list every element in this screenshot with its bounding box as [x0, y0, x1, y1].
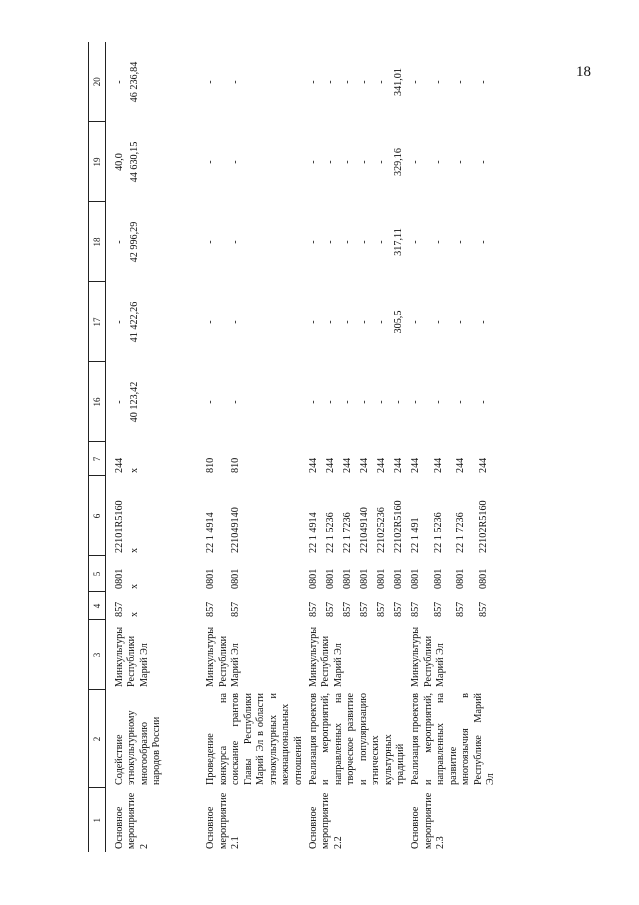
value-col17: -	[307, 320, 319, 324]
value-col18: -	[455, 240, 467, 244]
value-col17: -	[342, 320, 354, 324]
header-cell: 1	[89, 788, 106, 852]
value-col18: -	[307, 240, 319, 244]
value-col16: 40 123,42	[129, 381, 141, 423]
code-section: 0801	[114, 568, 125, 589]
value-col16: -	[410, 400, 422, 404]
code-section: 0801	[393, 568, 405, 589]
activity-name: Основное мероприятие 2	[114, 792, 150, 849]
header-cell: 20	[89, 42, 106, 122]
value-col17: -	[114, 320, 125, 324]
code-expense-type: 810	[205, 457, 217, 473]
value-col17: -	[477, 320, 489, 324]
code-expense-type: 244	[376, 457, 388, 473]
code-expense-type: 810	[229, 457, 241, 473]
value-col18: -	[205, 240, 217, 244]
value-col17: -	[325, 320, 337, 324]
code-target: 22 1 5236	[432, 512, 444, 553]
code-grbs: 857	[307, 601, 319, 617]
value-col18: -	[342, 240, 354, 244]
code-target: x	[129, 547, 141, 553]
value-col18: -	[325, 240, 337, 244]
activity-description: Содействие этнокультурному многообразию народов России	[114, 710, 163, 785]
value-col16: -	[307, 400, 319, 404]
value-col16: -	[477, 400, 489, 404]
code-grbs: 857	[455, 601, 467, 617]
value-col16: -	[455, 400, 467, 404]
code-grbs: 857	[477, 601, 489, 617]
code-grbs: x	[129, 611, 141, 617]
code-target: 22 1 7236	[455, 512, 467, 553]
responsible-executor: Минкультуры Республики Марий Эл	[410, 626, 447, 687]
value-col16: -	[205, 400, 217, 404]
header-cell: 16	[89, 362, 106, 442]
code-section: 0801	[359, 568, 371, 589]
code-grbs: 857	[114, 601, 125, 617]
rotated-table-wrapper	[88, 42, 639, 852]
value-col19: -	[359, 160, 371, 164]
code-section: 0801	[410, 568, 422, 589]
value-col19: -	[376, 160, 388, 164]
code-section: 0801	[325, 568, 337, 589]
value-col20: -	[359, 80, 371, 84]
code-expense-type: 244	[325, 457, 337, 473]
code-target: 22 1 491	[410, 517, 422, 553]
value-col18: -	[114, 240, 125, 244]
value-col18: -	[410, 240, 422, 244]
value-col20: 341,01	[393, 68, 405, 97]
code-expense-type: 244	[114, 457, 125, 473]
value-col20: -	[455, 80, 467, 84]
value-col18: -	[229, 240, 241, 244]
value-col20: -	[229, 80, 241, 84]
value-col18: -	[432, 240, 444, 244]
value-col19: -	[410, 160, 422, 164]
activity-name: Основное мероприятие 2.3	[410, 792, 447, 849]
value-col20: -	[205, 80, 217, 84]
code-section: 0801	[205, 568, 217, 589]
code-target: 221049140	[229, 507, 241, 553]
code-grbs: 857	[410, 601, 422, 617]
value-col17: -	[229, 320, 241, 324]
code-expense-type: 244	[410, 457, 422, 473]
table-body	[106, 42, 499, 852]
table-header	[89, 42, 106, 852]
code-section: 0801	[432, 568, 444, 589]
activity-name: Основное мероприятие 2.1	[205, 792, 242, 849]
code-expense-type: 244	[359, 457, 371, 473]
value-col20: -	[342, 80, 354, 84]
header-cell: 3	[89, 620, 106, 690]
activity-description: Реализация проектов и мероприятий, направленных на развитие многоязычия в Республике Марий Эл	[410, 693, 497, 785]
code-expense-type: x	[129, 467, 141, 473]
header-cell: 5	[89, 556, 106, 592]
code-target: 22 1 5236	[325, 512, 337, 553]
code-grbs: 857	[342, 601, 354, 617]
header-cell: 2	[89, 690, 106, 788]
value-col19: -	[432, 160, 444, 164]
code-target: 22 1 4914	[307, 512, 319, 553]
activity-description: Реализация проектов и мероприятий, направленных на творческое развитие и популяризацию этнических культурных традиций	[307, 693, 406, 785]
value-col17: -	[432, 320, 444, 324]
value-col19: -	[307, 160, 319, 164]
value-col20: -	[410, 80, 422, 84]
table-row	[408, 42, 431, 852]
value-col16: -	[432, 400, 444, 404]
value-col17: 41 422,26	[129, 301, 141, 343]
code-grbs: 857	[205, 601, 217, 617]
code-section: 0801	[455, 568, 467, 589]
code-target: 22101R5160	[114, 500, 125, 553]
code-grbs: 857	[229, 601, 241, 617]
header-cell: 7	[89, 442, 106, 476]
value-col18: 42 996,29	[129, 221, 141, 263]
value-col20: -	[325, 80, 337, 84]
code-section: 0801	[342, 568, 354, 589]
value-col18: -	[376, 240, 388, 244]
value-col16: -	[114, 400, 125, 404]
page-number: 18	[576, 64, 591, 80]
code-target: 22 1 4914	[205, 512, 217, 553]
value-col19: -	[229, 160, 241, 164]
code-expense-type: 244	[307, 457, 319, 473]
value-col17: -	[205, 320, 217, 324]
code-expense-type: 244	[477, 457, 489, 473]
header-cell: 17	[89, 282, 106, 362]
code-section: 0801	[307, 568, 319, 589]
activity-name: Основное мероприятие 2.2	[307, 792, 344, 849]
value-col17: -	[376, 320, 388, 324]
code-grbs: 857	[376, 601, 388, 617]
value-col16: -	[359, 400, 371, 404]
value-col20: -	[432, 80, 444, 84]
value-col17: 305,5	[393, 310, 405, 334]
value-col16: -	[376, 400, 388, 404]
header-cell: 6	[89, 476, 106, 556]
header-cell: 18	[89, 202, 106, 282]
value-col16: -	[325, 400, 337, 404]
value-col19: 329,16	[393, 148, 405, 177]
code-section: 0801	[477, 568, 489, 589]
code-section: 0801	[229, 568, 241, 589]
value-col17: -	[410, 320, 422, 324]
code-grbs: 857	[325, 601, 337, 617]
value-col16: -	[342, 400, 354, 404]
value-col19: 40,0	[114, 153, 125, 171]
code-expense-type: 244	[342, 457, 354, 473]
header-cell: 19	[89, 122, 106, 202]
code-target: 22102R5160	[393, 500, 405, 553]
code-target: 22102R5160	[477, 500, 489, 553]
value-col20: -	[376, 80, 388, 84]
value-col16: -	[393, 400, 405, 404]
value-col19: -	[205, 160, 217, 164]
value-col20: -	[114, 80, 125, 84]
activity-description: Проведение конкурса на соискание грантов Главы Республики Марий Эл в области этнокультурных и межнациональных отношений	[205, 693, 304, 785]
value-col18: -	[477, 240, 489, 244]
value-col19: -	[325, 160, 337, 164]
code-grbs: 857	[393, 601, 405, 617]
table-row	[306, 42, 323, 852]
value-col19: -	[455, 160, 467, 164]
value-col19: -	[477, 160, 489, 164]
value-col18: 317,11	[393, 228, 405, 256]
value-col20: -	[477, 80, 489, 84]
responsible-executor: Минкультуры Республики Марий Эл	[205, 626, 242, 687]
code-expense-type: 244	[455, 457, 467, 473]
value-col17: -	[359, 320, 371, 324]
responsible-executor: Минкультуры Республики Марий Эл	[307, 626, 344, 687]
code-section: x	[129, 583, 141, 589]
code-target: 221025236	[376, 507, 388, 553]
header-cell: 4	[89, 592, 106, 620]
code-expense-type: 244	[393, 457, 405, 473]
code-expense-type: 244	[432, 457, 444, 473]
value-col19: -	[342, 160, 354, 164]
value-col20: -	[307, 80, 319, 84]
value-col17: -	[455, 320, 467, 324]
value-col16: -	[229, 400, 241, 404]
value-col18: -	[359, 240, 371, 244]
code-target: 22 1 7236	[342, 512, 354, 553]
value-col20: 46 236,84	[129, 61, 141, 103]
code-target: 221049140	[359, 507, 371, 553]
code-grbs: 857	[432, 601, 444, 617]
budget-table	[88, 42, 499, 852]
code-grbs: 857	[359, 601, 371, 617]
value-col19: 44 630,15	[129, 141, 141, 183]
responsible-executor: Минкультуры Республики Марий Эл	[114, 626, 150, 687]
table-row	[112, 42, 127, 852]
table-row	[203, 42, 228, 852]
code-section: 0801	[376, 568, 388, 589]
